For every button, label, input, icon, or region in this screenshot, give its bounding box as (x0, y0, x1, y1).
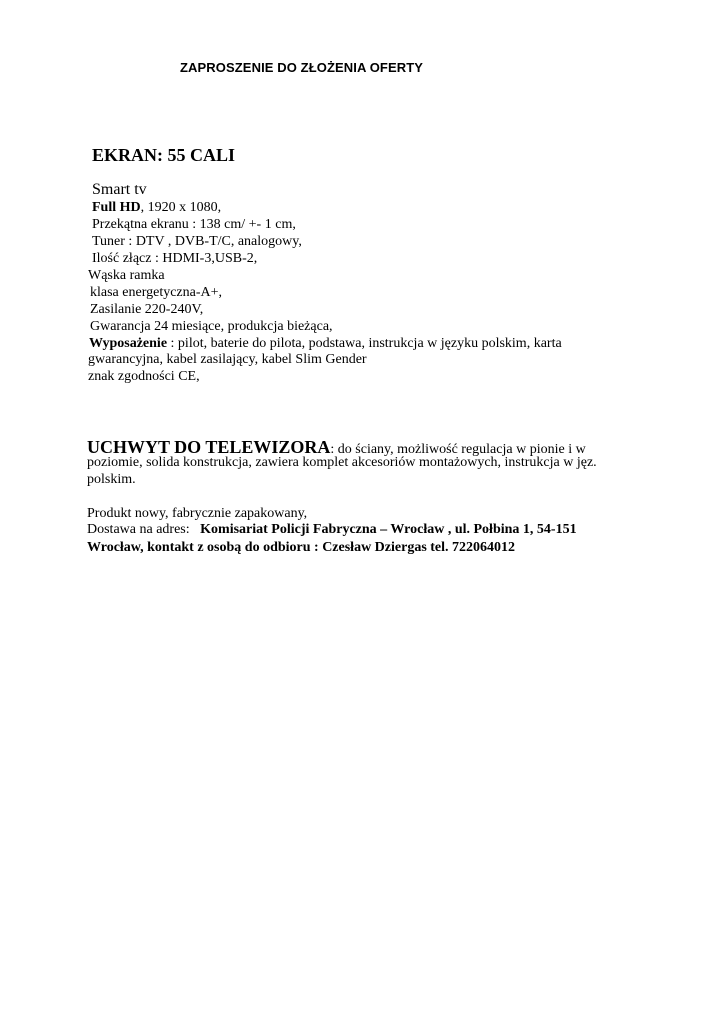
spec-tuner: Tuner : DTV , DVB-T/C, analogowy, (92, 234, 302, 249)
spec-resolution (92, 200, 221, 216)
resolution-value: , 1920 x 1080, (140, 200, 222, 215)
spec-power: Zasilanie 220-240V, (90, 302, 204, 317)
resolution-label: Full HD (92, 200, 141, 215)
address-label: Dostawa na adres: (87, 522, 201, 537)
spec-frame: Wąska ramka (88, 268, 165, 283)
mount-line1: : do ściany, możliwość regulacja w pionie i w (330, 442, 586, 457)
mount-line2: poziomie, solida konstrukcja, zawiera komplet akcesoriów montażowych, instrukcja w jęz. (87, 455, 597, 470)
smart-tv-label: Smart tv (92, 181, 147, 198)
mount-line3: polskim. (87, 472, 136, 487)
product-note: Produkt nowy, fabrycznie zapakowany, (87, 506, 308, 521)
spec-energy-class: klasa energetyczna-A+, (90, 285, 223, 300)
mount-heading: UCHWYT DO TELEWIZORA (87, 437, 331, 457)
spec-diagonal: Przekątna ekranu : 138 cm/ +- 1 cm, (92, 217, 296, 232)
delivery-address (87, 522, 577, 538)
address-line1: Komisariat Policji Fabryczna – Wrocław , ul. Połbina 1, 54-151 (200, 522, 577, 537)
address-line2: Wrocław, kontakt z osobą do odbioru : Czesław Dziergas tel. 722064012 (87, 540, 516, 555)
spec-warranty: Gwarancja 24 miesiące, produkcja bieżąca, (90, 319, 333, 334)
spec-equipment-continued: gwarancyjna, kabel zasilający, kabel Slim Gender (88, 352, 367, 367)
document-title: ZAPROSZENIE DO ZŁOŻENIA OFERTY (180, 60, 424, 75)
screen-heading: EKRAN: 55 CALI (92, 145, 236, 165)
equipment-line1: : pilot, baterie do pilota, podstawa, instrukcja w języku polskim, karta (167, 336, 562, 351)
spec-equipment (89, 336, 562, 352)
spec-connectors: Ilość złącz : HDMI-3,USB-2, (92, 251, 258, 266)
equipment-label: Wyposażenie (89, 336, 168, 351)
spec-ce-mark: znak zgodności CE, (88, 369, 200, 384)
